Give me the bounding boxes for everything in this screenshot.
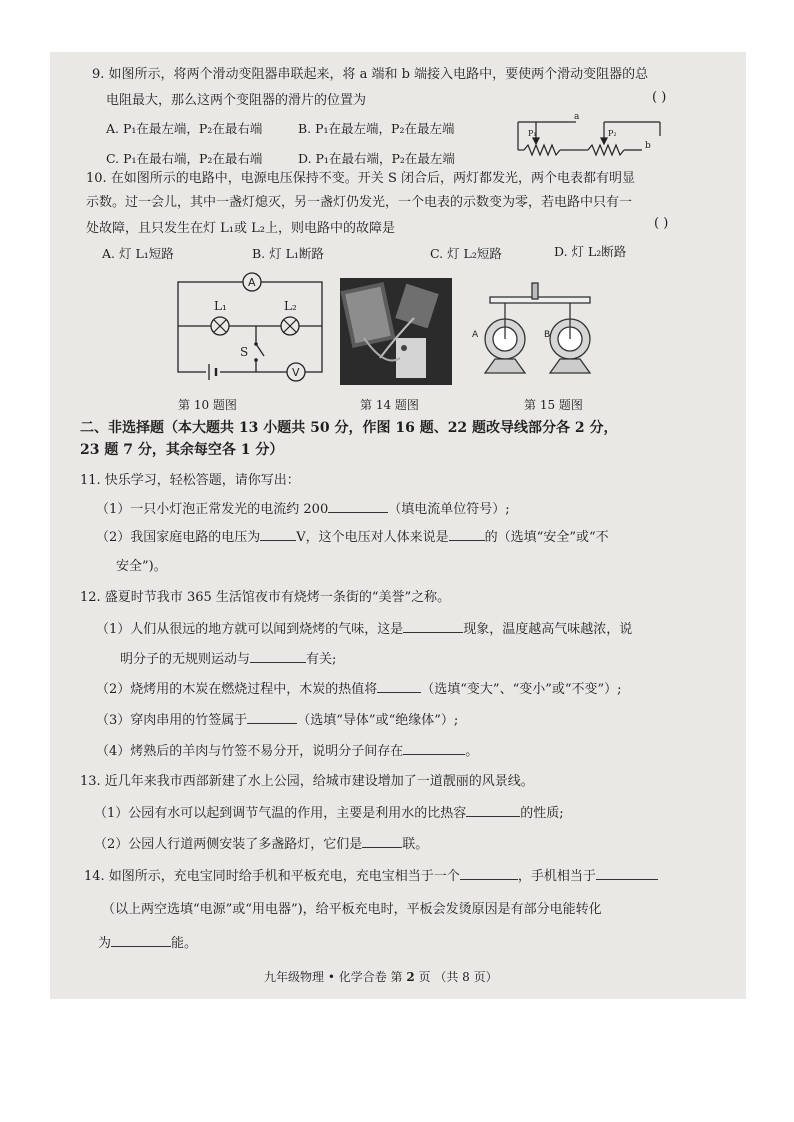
- electroscope-b-label: B: [544, 330, 551, 340]
- q10-line1: 10. 在如图所示的电路中，电源电压保持不变。开关 S 闭合后，两灯都发光，两个电表都有明显: [86, 171, 635, 186]
- q13-blank-1[interactable]: [466, 804, 520, 817]
- q14-photo: [340, 278, 452, 385]
- q12-part3: （3）穿肉串用的竹签属于 （选填“导体”或“绝缘体”）;: [96, 713, 459, 728]
- q11-part2: （2）我国家庭电路的电压为 V，这个电压对人体来说是 的（选填“安全”或“不: [96, 530, 609, 545]
- q10-answer-paren: ( ): [654, 216, 669, 231]
- voltmeter-label: V: [292, 366, 300, 379]
- q10-option-b: B. 灯 L₁断路: [252, 246, 324, 261]
- caption-figure-15: 第 15 题图: [524, 398, 583, 412]
- q9-fig-label-p2: P₂: [608, 129, 617, 138]
- q14-blank-1[interactable]: [460, 867, 518, 880]
- q14-line1: 14. 如图所示，充电宝同时给手机和平板充电，充电宝相当于一个 ，手机相当于: [84, 867, 658, 885]
- ammeter-label: A: [248, 276, 256, 289]
- section-2-heading-line2: 23 题 7 分，其余每空各 1 分）: [80, 442, 284, 458]
- q12-blank-5[interactable]: [403, 742, 465, 755]
- q15-electroscope-figure: [460, 277, 610, 389]
- q11-blank-1[interactable]: [328, 500, 388, 513]
- q12-part1: （1）人们从很远的地方就可以闻到烧烤的气味，这是 现象，温度越高气味越浓，说: [96, 622, 633, 637]
- q12-blank-2[interactable]: [250, 650, 306, 663]
- q12-blank-1[interactable]: [403, 620, 463, 633]
- page-footer: 九年级物理 • 化学合卷 第 2 页 （共 8 页）: [264, 970, 498, 984]
- q11-blank-3[interactable]: [449, 528, 485, 541]
- page-number: 2: [406, 970, 415, 984]
- q9-option-b: B. P₁在最左端，P₂在最左端: [298, 121, 455, 136]
- q9-answer-paren: ( ): [652, 90, 667, 105]
- caption-figure-10: 第 10 题图: [178, 398, 237, 412]
- q9-option-a: A. P₁在最左端，P₂在最右端: [106, 121, 263, 136]
- q14-line2: （以上两空选填“电源”或“用电器”)，给平板充电时，平板会发烫原因是有部分电能转化: [102, 902, 602, 917]
- q11-stem: 11. 快乐学习，轻松答题，请你写出：: [80, 473, 300, 488]
- q13-part1: （1）公园有水可以起到调节气温的作用，主要是利用水的比热容 的性质;: [94, 806, 564, 821]
- section-2-heading-line1: 二、非选择题（本大题共 13 小题共 50 分，作图 16 题、22 题改导线部分各 2 分，: [80, 420, 618, 436]
- q11-part1: （1）一只小灯泡正常发光的电流约 200 （填电流单位符号）;: [96, 502, 510, 517]
- lamp-l1-label: L₁: [214, 299, 227, 313]
- q12-blank-4[interactable]: [247, 711, 297, 724]
- q9-option-c: C. P₁在最右端，P₂在最右端: [106, 151, 263, 166]
- q12-blank-3[interactable]: [377, 680, 421, 693]
- caption-figure-14: 第 14 题图: [360, 398, 419, 412]
- q14-line3: 为 能。: [98, 936, 198, 951]
- exam-page: [50, 52, 746, 999]
- q10-option-d: D. 灯 L₂断路: [554, 244, 627, 259]
- q10-option-c: C. 灯 L₂短路: [430, 246, 502, 261]
- q13-blank-2[interactable]: [362, 835, 402, 848]
- q10-line3: 处故障，且只发生在灯 L₁或 L₂上，则电路中的故障是: [86, 221, 395, 236]
- q13-stem: 13. 近几年来我市西部新建了水上公园，给城市建设增加了一道靓丽的风景线。: [80, 774, 534, 789]
- q9-fig-label-p1: P₁: [528, 129, 537, 138]
- q10-option-a: A. 灯 L₁短路: [102, 246, 174, 261]
- q10-line2: 示数。过一会儿，其中一盏灯熄灭，另一盏灯仍发光，一个电表的示数变为零，若电路中只有一: [86, 195, 633, 210]
- q12-part4: （4）烤熟后的羊肉与竹签不易分开，说明分子间存在 。: [96, 744, 479, 759]
- lamp-l2-label: L₂: [284, 299, 297, 313]
- q14-blank-2[interactable]: [596, 867, 658, 880]
- q12-part2: （2）烧烤用的木炭在燃烧过程中，木炭的热值将 （选填“变大”、“变小”或“不变”）;: [96, 682, 622, 697]
- q9-fig-label-b: b: [645, 141, 651, 151]
- electroscope-a-label: A: [472, 330, 479, 340]
- q13-part2: （2）公园人行道两侧安装了多盏路灯，它们是 联。: [94, 837, 429, 852]
- q12-stem: 12. 盛夏时节我市 365 生活馆夜市有烧烤一条街的“美誉”之称。: [80, 590, 451, 605]
- q11-part2-cont: 安全”)。: [116, 559, 167, 574]
- q10-circuit-figure: [172, 270, 332, 388]
- q12-part1-cont: 明分子的无规则运动与 有关;: [120, 652, 337, 667]
- switch-label: S: [240, 345, 249, 359]
- q11-blank-2[interactable]: [260, 528, 296, 541]
- q9-option-d: D. P₁在最右端，P₂在最左端: [298, 151, 455, 166]
- q9-line2: 电阻最大，那么这两个变阻器的滑片的位置为: [106, 93, 367, 108]
- q9-rheostat-figure: [510, 108, 670, 164]
- q9-fig-label-a: a: [574, 112, 580, 122]
- q14-blank-3[interactable]: [111, 934, 171, 947]
- q9-line1: 9. 如图所示，将两个滑动变阻器串联起来，将 a 端和 b 端接入电路中，要使两个滑动变阻器的总: [92, 67, 649, 82]
